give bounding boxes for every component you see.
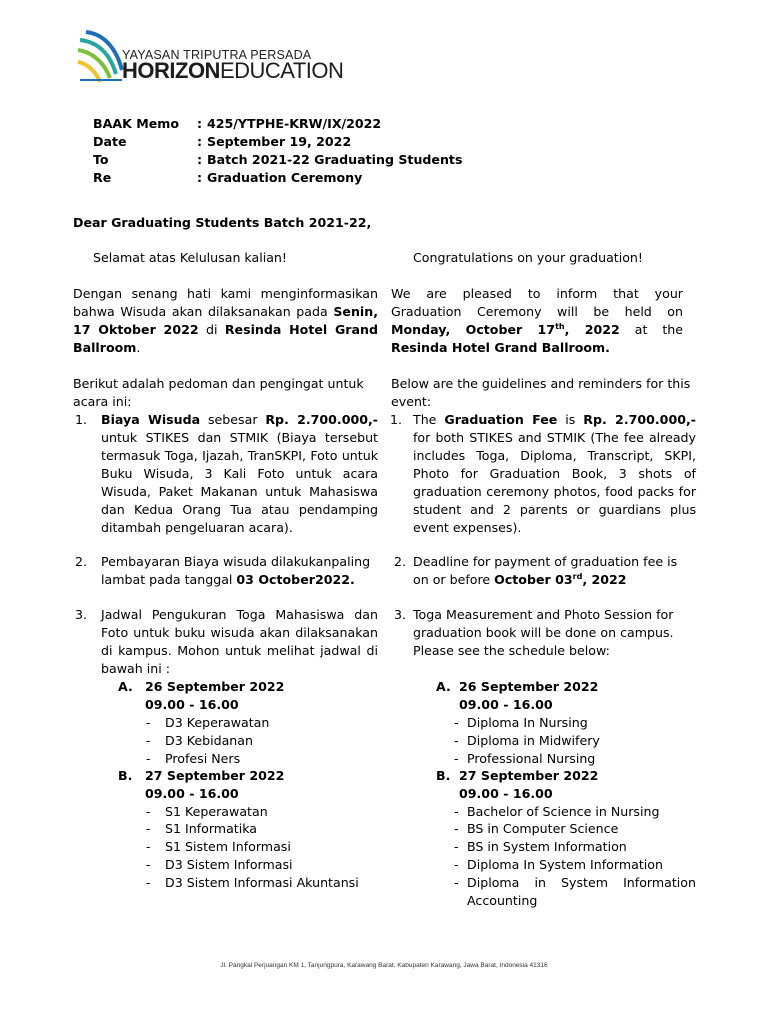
intro-en-venue: Resinda Hotel Grand Ballroom.	[391, 340, 610, 355]
logo-foundation-name: YAYASAN TRIPUTRA PERSADA	[122, 48, 312, 62]
dash: -	[454, 804, 459, 819]
program-item: Diploma in Midwifery	[467, 733, 600, 748]
memo-colon: :	[197, 116, 203, 131]
item-2-id: Pembayaran Biaya wisuda dilakukanpaling lambat pada tanggal 03 October2022.	[101, 554, 371, 587]
memo-colon: :	[197, 170, 203, 185]
memo-label: Re	[93, 170, 112, 185]
dash: -	[146, 804, 151, 819]
memo-row-date	[93, 133, 351, 151]
session-a-date-id: 26 September 2022	[145, 679, 285, 694]
program-item: Diploma In System Information	[467, 857, 663, 872]
program-item: Bachelor of Science in Nursing	[467, 804, 660, 819]
memo-row-to	[93, 151, 462, 169]
item-number-2-en: 2.	[394, 554, 407, 569]
intro-id	[73, 285, 378, 357]
dash: -	[146, 875, 151, 890]
intro-id-end: .	[136, 340, 141, 355]
dash: -	[454, 715, 459, 730]
guide-en: Below are the guidelines and reminders for this event:	[391, 376, 691, 409]
intro-id-venue: Resinda Hotel Grand Ballroom	[73, 322, 378, 355]
intro-en-date: Monday, October 17th, 2022	[391, 321, 620, 337]
congrats-id: Selamat atas Kelulusan kalian!	[93, 250, 287, 265]
dash: -	[454, 875, 459, 890]
guide-id: Berikut adalah pedoman dan pengingat untuk acara ini:	[73, 376, 364, 409]
item-3-en: Toga Measurement and Photo Session for graduation book will be done on campus. Please see the schedule below:	[413, 607, 674, 658]
intro-en	[391, 285, 683, 357]
dash: -	[146, 751, 151, 766]
item-number-3-id: 3.	[75, 607, 88, 622]
item-2-en: Deadline for payment of graduation fee is on or before October 03rd, 2022	[413, 554, 678, 587]
dash: -	[454, 857, 459, 872]
congrats-en: Congratulations on your graduation!	[413, 250, 643, 265]
program-item: D3 Sistem Informasi	[165, 857, 293, 872]
memo-label: BAAK Memo	[93, 116, 180, 131]
dash: -	[146, 715, 151, 730]
intro-en-text: We are pleased to inform that your Graduation Ceremony will be held on	[391, 286, 683, 319]
item-1-id: Biaya Wisuda sebesar Rp. 2.700.000,- untuk STIKES dan STMIK (Biaya tersebut termasuk Toga, Ijazah, TranSKPI, Foto untuk Buku Wisuda, 3 Kali Foto untuk acara Wisuda, Paket Makanan untuk Mahasiswa dan Kedua Orang Tua atau pendamping ditambah pengeluaran acara).	[101, 412, 378, 535]
program-item: Professional Nursing	[467, 751, 596, 766]
program-item: Diploma in System Information Accounting	[467, 875, 696, 908]
session-a-date-en: 26 September 2022	[459, 679, 599, 694]
item-number-2-id: 2.	[75, 554, 88, 569]
dash: -	[454, 751, 459, 766]
item-1-en: The Graduation Fee is Rp. 2.700.000,- for both STIKES and STMIK (The fee already includes Toga, Diploma, Transcript, SKPI, Photo for Graduation Book, 3 shots of graduation ceremony photos, food packs for student and 2 parents or guardians plus event expenses).	[413, 412, 696, 535]
session-b-time-id: 09.00 - 16.00	[145, 786, 239, 801]
item-number-3-en: 3.	[394, 607, 407, 622]
item-3-id: Jadwal Pengukuran Toga Mahasiswa dan Foto untuk buku wisuda akan dilaksanakan di kampus. Mohon untuk melihat jadwal di bawah ini :	[101, 607, 378, 676]
item-number-1-id: 1.	[75, 412, 88, 427]
program-item: BS in Computer Science	[467, 821, 619, 836]
memo-value: 425/YTPHE-KRW/IX/2022	[207, 116, 382, 131]
program-item: S1 Keperawatan	[165, 804, 268, 819]
program-item: S1 Sistem Informasi	[165, 839, 291, 854]
memo-colon: :	[197, 152, 203, 167]
intro-id-date: Senin, 17 Oktober 2022	[73, 304, 378, 337]
dash: -	[146, 839, 151, 854]
dash: -	[146, 733, 151, 748]
dash: -	[146, 857, 151, 872]
dash: -	[454, 839, 459, 854]
logo-brand-education: EDUCATION	[219, 58, 344, 83]
program-item: D3 Keperawatan	[165, 715, 270, 730]
session-b-letter-en: B.	[436, 768, 451, 783]
memo-row-re	[93, 169, 362, 187]
dash: -	[146, 821, 151, 836]
logo-brand-horizon: HORIZON	[122, 58, 220, 83]
intro-id-mid: di	[198, 322, 225, 337]
memo-value: September 19, 2022	[207, 134, 352, 149]
session-a-letter-id: A.	[118, 679, 133, 694]
session-a-letter-en: A.	[436, 679, 451, 694]
memo-value: Graduation Ceremony	[207, 170, 363, 185]
memo-colon: :	[197, 134, 203, 149]
session-a-time-id: 09.00 - 16.00	[145, 697, 239, 712]
memo-value: Batch 2021-22 Graduating Students	[207, 152, 463, 167]
footer-address: Jl. Pangkal Perjuangan KM 1, Tanjungpura, Karawang Barat, Kabupaten Karawang, Jawa Barat, Indonesia 41316	[220, 962, 548, 969]
logo-brand	[122, 58, 343, 84]
memo-label: To	[93, 152, 109, 167]
memo-label: Date	[93, 134, 127, 149]
program-item: Profesi Ners	[165, 751, 241, 766]
program-item: D3 Kebidanan	[165, 733, 253, 748]
session-b-time-en: 09.00 - 16.00	[459, 786, 553, 801]
program-item: BS in System Information	[467, 839, 627, 854]
program-item: Diploma In Nursing	[467, 715, 588, 730]
program-item: D3 Sistem Informasi Akuntansi	[165, 875, 359, 890]
intro-id-text: Dengan senang hati kami menginformasikan bahwa Wisuda akan dilaksanakan pada	[73, 286, 378, 319]
session-a-time-en: 09.00 - 16.00	[459, 697, 553, 712]
item-number-1-en: 1.	[390, 412, 403, 427]
salutation: Dear Graduating Students Batch 2021-22,	[73, 215, 372, 230]
session-b-letter-id: B.	[118, 768, 133, 783]
dash: -	[454, 821, 459, 836]
session-b-date-id: 27 September 2022	[145, 768, 285, 783]
session-b-date-en: 27 September 2022	[459, 768, 599, 783]
dash: -	[454, 733, 459, 748]
program-item: S1 Informatika	[165, 821, 258, 836]
intro-en-mid: at the	[619, 322, 683, 337]
memo-row-number	[93, 115, 381, 133]
